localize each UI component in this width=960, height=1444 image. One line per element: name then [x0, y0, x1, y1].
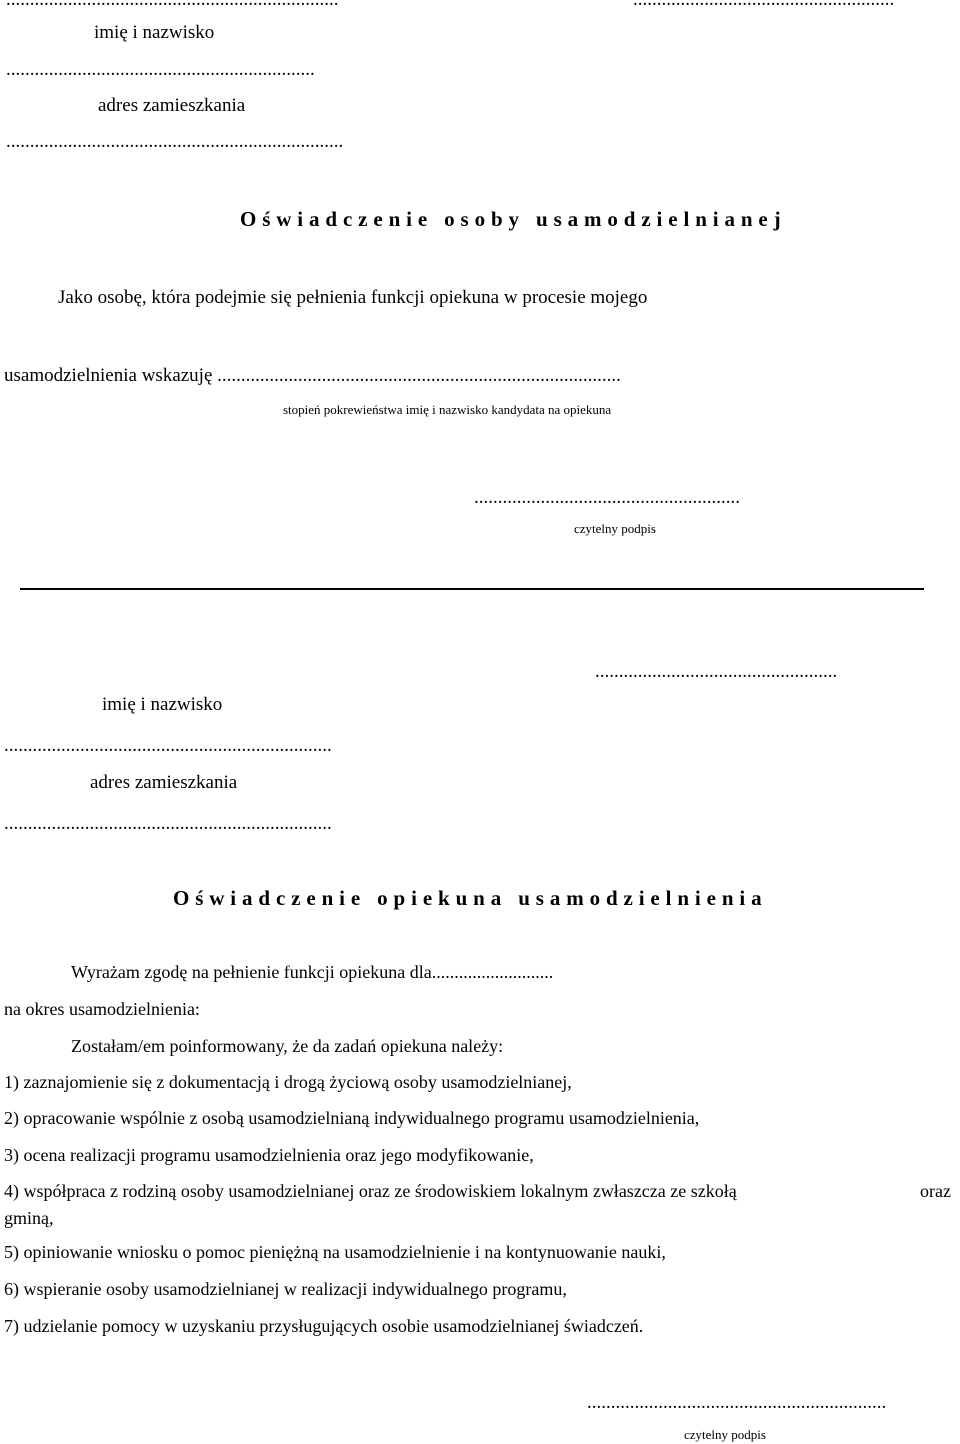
name-label: imię i nazwisko: [94, 22, 215, 43]
signature-dots: ........................................................: [474, 487, 740, 508]
section-divider: [20, 588, 924, 590]
period-text: na okres usamodzielnienia:: [4, 999, 200, 1019]
consent-text: Wyrażam zgodę na pełnienie funkcji opiekuna dla...........................: [71, 962, 554, 982]
body-text: Jako osobę, która podejmie się pełnienia funkcji opiekuna w procesie mojego: [58, 287, 648, 308]
signature-label: czytelny podpis: [684, 1427, 766, 1442]
duty-item-continuation: oraz: [920, 1181, 951, 1201]
address-label: adres zamieszkania: [98, 95, 246, 116]
duty-item: 5) opiniowanie wniosku o pomoc pieniężną na usamodzielnienie i na kontynuowanie nauki,: [4, 1242, 666, 1262]
dots-line: .....................................................................: [4, 813, 332, 834]
signature-label: czytelny podpis: [574, 521, 656, 536]
document-title: Oświadczenie osoby usamodzielnianej: [240, 207, 787, 231]
date-dots-line: ...................................................: [595, 661, 838, 682]
dots-line: [6, 0, 339, 9]
duty-item: 2) opracowanie wspólnie z osobą usamodzielnianą indywidualnego programu usamodzielnienia,: [4, 1108, 700, 1128]
duty-item: 7) udzielanie pomocy w uzyskaniu przysługujących osobie usamodzielnianej świadczeń.: [4, 1316, 644, 1336]
address-label: adres zamieszkania: [90, 772, 238, 793]
dots-line: .....................................................................: [4, 735, 332, 756]
field-hint: stopień pokrewieństwa imię i nazwisko kandydata na opiekuna: [283, 402, 612, 417]
name-label: imię i nazwisko: [102, 694, 223, 715]
document-title: Oświadczenie opiekuna usamodzielnienia: [173, 886, 768, 910]
informed-text: Zostałam/em poinformowany, że da zadań opiekuna należy:: [71, 1036, 504, 1056]
signature-dots: ...............................................................: [587, 1392, 887, 1413]
duty-item: 4) współpraca z rodziną osoby usamodzielnianej oraz ze środowiskiem lokalnym zwłaszcza ze szkołą: [4, 1181, 737, 1201]
body-text: usamodzielnienia wskazuję .....................................................................................: [4, 365, 621, 386]
duty-item: 6) wspieranie osoby usamodzielnianej w realizacji indywidualnego programu,: [4, 1279, 567, 1299]
duty-item: 1) zaznajomienie się z dokumentacją i drogą życiową osoby usamodzielnianej,: [4, 1072, 572, 1092]
duty-item: 3) ocena realizacji programu usamodzielnienia oraz jego modyfikowanie,: [4, 1145, 534, 1165]
dots-line: .................................................................: [6, 59, 315, 80]
dots-line: .......................................................................: [6, 131, 344, 152]
duty-item-continuation: gminą,: [4, 1208, 54, 1228]
date-dots-line: [633, 0, 894, 9]
